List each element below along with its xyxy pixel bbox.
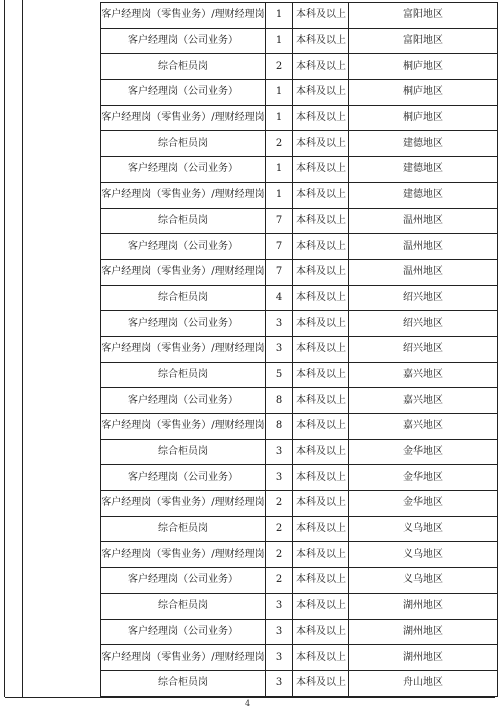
- region-cell: 嘉兴地区: [349, 388, 498, 414]
- position-cell: 客户经理岗（零售业务）/理财经理岗: [101, 336, 266, 362]
- table-row: [101, 157, 498, 183]
- position-cell: 客户经理岗（公司业务）: [101, 80, 266, 106]
- table-row: [101, 336, 498, 362]
- position-cell: 客户经理岗（公司业务）: [101, 157, 266, 183]
- bottom-rule: [5, 697, 495, 698]
- region-cell: 温州地区: [349, 208, 498, 234]
- table-row: [101, 542, 498, 568]
- count-cell: 1: [266, 28, 293, 54]
- count-cell: 1: [266, 157, 293, 183]
- education-cell: 本科及以上: [293, 516, 349, 542]
- position-cell: 综合柜员岗: [101, 670, 266, 696]
- table-row: [101, 568, 498, 594]
- education-cell: 本科及以上: [293, 182, 349, 208]
- table-row: [101, 3, 498, 29]
- region-cell: 金华地区: [349, 491, 498, 517]
- education-cell: 本科及以上: [293, 311, 349, 337]
- position-cell: 综合柜员岗: [101, 208, 266, 234]
- position-cell: 综合柜员岗: [101, 516, 266, 542]
- region-cell: 义乌地区: [349, 542, 498, 568]
- region-cell: 义乌地区: [349, 516, 498, 542]
- position-cell: 客户经理岗（公司业务）: [101, 234, 266, 260]
- table-row: [101, 105, 498, 131]
- position-cell: 客户经理岗（公司业务）: [101, 388, 266, 414]
- region-cell: 温州地区: [349, 234, 498, 260]
- table-row: [101, 208, 498, 234]
- table-row: [101, 465, 498, 491]
- count-cell: 2: [266, 568, 293, 594]
- education-cell: 本科及以上: [293, 491, 349, 517]
- position-cell: 客户经理岗（零售业务）/理财经理岗: [101, 542, 266, 568]
- table-row: [101, 362, 498, 388]
- position-cell: 客户经理岗（零售业务）/理财经理岗: [101, 414, 266, 440]
- education-cell: 本科及以上: [293, 234, 349, 260]
- count-cell: 5: [266, 362, 293, 388]
- page-number: 4: [245, 699, 251, 708]
- left-border-rule: [4, 0, 5, 697]
- education-cell: 本科及以上: [293, 131, 349, 157]
- region-cell: 嘉兴地区: [349, 362, 498, 388]
- count-cell: 8: [266, 388, 293, 414]
- position-cell: 综合柜员岗: [101, 593, 266, 619]
- count-cell: 8: [266, 414, 293, 440]
- table-row: [101, 311, 498, 337]
- region-cell: 建德地区: [349, 131, 498, 157]
- education-cell: 本科及以上: [293, 645, 349, 671]
- count-cell: 4: [266, 285, 293, 311]
- count-cell: 3: [266, 670, 293, 696]
- count-cell: 1: [266, 80, 293, 106]
- table-row: [101, 388, 498, 414]
- position-cell: 客户经理岗（零售业务）/理财经理岗: [101, 182, 266, 208]
- education-cell: 本科及以上: [293, 388, 349, 414]
- position-cell: 客户经理岗（公司业务）: [101, 28, 266, 54]
- position-cell: 综合柜员岗: [101, 439, 266, 465]
- table-row: [101, 285, 498, 311]
- position-cell: 综合柜员岗: [101, 131, 266, 157]
- count-cell: 2: [266, 54, 293, 80]
- count-cell: 2: [266, 516, 293, 542]
- count-cell: 3: [266, 311, 293, 337]
- position-cell: 综合柜员岗: [101, 54, 266, 80]
- education-cell: 本科及以上: [293, 619, 349, 645]
- count-cell: 2: [266, 131, 293, 157]
- position-cell: 客户经理岗（公司业务）: [101, 619, 266, 645]
- region-cell: 桐庐地区: [349, 105, 498, 131]
- position-cell: 客户经理岗（公司业务）: [101, 465, 266, 491]
- region-cell: 绍兴地区: [349, 285, 498, 311]
- region-cell: 湖州地区: [349, 619, 498, 645]
- count-cell: 3: [266, 645, 293, 671]
- region-cell: 建德地区: [349, 157, 498, 183]
- count-cell: 3: [266, 439, 293, 465]
- count-cell: 1: [266, 3, 293, 29]
- education-cell: 本科及以上: [293, 54, 349, 80]
- count-cell: 1: [266, 105, 293, 131]
- region-cell: 湖州地区: [349, 645, 498, 671]
- table-row: [101, 516, 498, 542]
- count-cell: 3: [266, 593, 293, 619]
- region-cell: 桐庐地区: [349, 54, 498, 80]
- positions-table: [100, 2, 498, 697]
- count-cell: 3: [266, 619, 293, 645]
- position-cell: 客户经理岗（零售业务）/理财经理岗: [101, 3, 266, 29]
- table-row: [101, 593, 498, 619]
- table-row: [101, 670, 498, 696]
- position-cell: 客户经理岗（公司业务）: [101, 568, 266, 594]
- region-cell: 舟山地区: [349, 670, 498, 696]
- region-cell: 义乌地区: [349, 568, 498, 594]
- education-cell: 本科及以上: [293, 542, 349, 568]
- count-cell: 2: [266, 542, 293, 568]
- education-cell: 本科及以上: [293, 568, 349, 594]
- region-cell: 湖州地区: [349, 593, 498, 619]
- left-inner-rule: [22, 0, 23, 697]
- table-row: [101, 491, 498, 517]
- education-cell: 本科及以上: [293, 465, 349, 491]
- table-row: [101, 131, 498, 157]
- education-cell: 本科及以上: [293, 28, 349, 54]
- region-cell: 绍兴地区: [349, 311, 498, 337]
- table-row: [101, 234, 498, 260]
- education-cell: 本科及以上: [293, 208, 349, 234]
- table-row: [101, 619, 498, 645]
- region-cell: 桐庐地区: [349, 80, 498, 106]
- region-cell: 金华地区: [349, 465, 498, 491]
- table-row: [101, 414, 498, 440]
- region-cell: 建德地区: [349, 182, 498, 208]
- position-cell: 客户经理岗（零售业务）/理财经理岗: [101, 259, 266, 285]
- table-row: [101, 182, 498, 208]
- region-cell: 金华地区: [349, 439, 498, 465]
- region-cell: 嘉兴地区: [349, 414, 498, 440]
- position-cell: 客户经理岗（零售业务）/理财经理岗: [101, 645, 266, 671]
- count-cell: 1: [266, 182, 293, 208]
- education-cell: 本科及以上: [293, 285, 349, 311]
- region-cell: 富阳地区: [349, 28, 498, 54]
- position-cell: 客户经理岗（公司业务）: [101, 311, 266, 337]
- education-cell: 本科及以上: [293, 80, 349, 106]
- education-cell: 本科及以上: [293, 336, 349, 362]
- education-cell: 本科及以上: [293, 439, 349, 465]
- education-cell: 本科及以上: [293, 593, 349, 619]
- table-row: [101, 28, 498, 54]
- count-cell: 2: [266, 491, 293, 517]
- count-cell: 3: [266, 465, 293, 491]
- education-cell: 本科及以上: [293, 362, 349, 388]
- count-cell: 7: [266, 234, 293, 260]
- education-cell: 本科及以上: [293, 670, 349, 696]
- education-cell: 本科及以上: [293, 105, 349, 131]
- table-row: [101, 645, 498, 671]
- region-cell: 绍兴地区: [349, 336, 498, 362]
- region-cell: 温州地区: [349, 259, 498, 285]
- count-cell: 7: [266, 208, 293, 234]
- position-cell: 客户经理岗（零售业务）/理财经理岗: [101, 491, 266, 517]
- position-cell: 综合柜员岗: [101, 285, 266, 311]
- table-row: [101, 80, 498, 106]
- table-row: [101, 54, 498, 80]
- count-cell: 7: [266, 259, 293, 285]
- education-cell: 本科及以上: [293, 414, 349, 440]
- position-cell: 综合柜员岗: [101, 362, 266, 388]
- education-cell: 本科及以上: [293, 3, 349, 29]
- region-cell: 富阳地区: [349, 3, 498, 29]
- position-cell: 客户经理岗（零售业务）/理财经理岗: [101, 105, 266, 131]
- table-row: [101, 259, 498, 285]
- table-row: [101, 439, 498, 465]
- education-cell: 本科及以上: [293, 259, 349, 285]
- count-cell: 3: [266, 336, 293, 362]
- education-cell: 本科及以上: [293, 157, 349, 183]
